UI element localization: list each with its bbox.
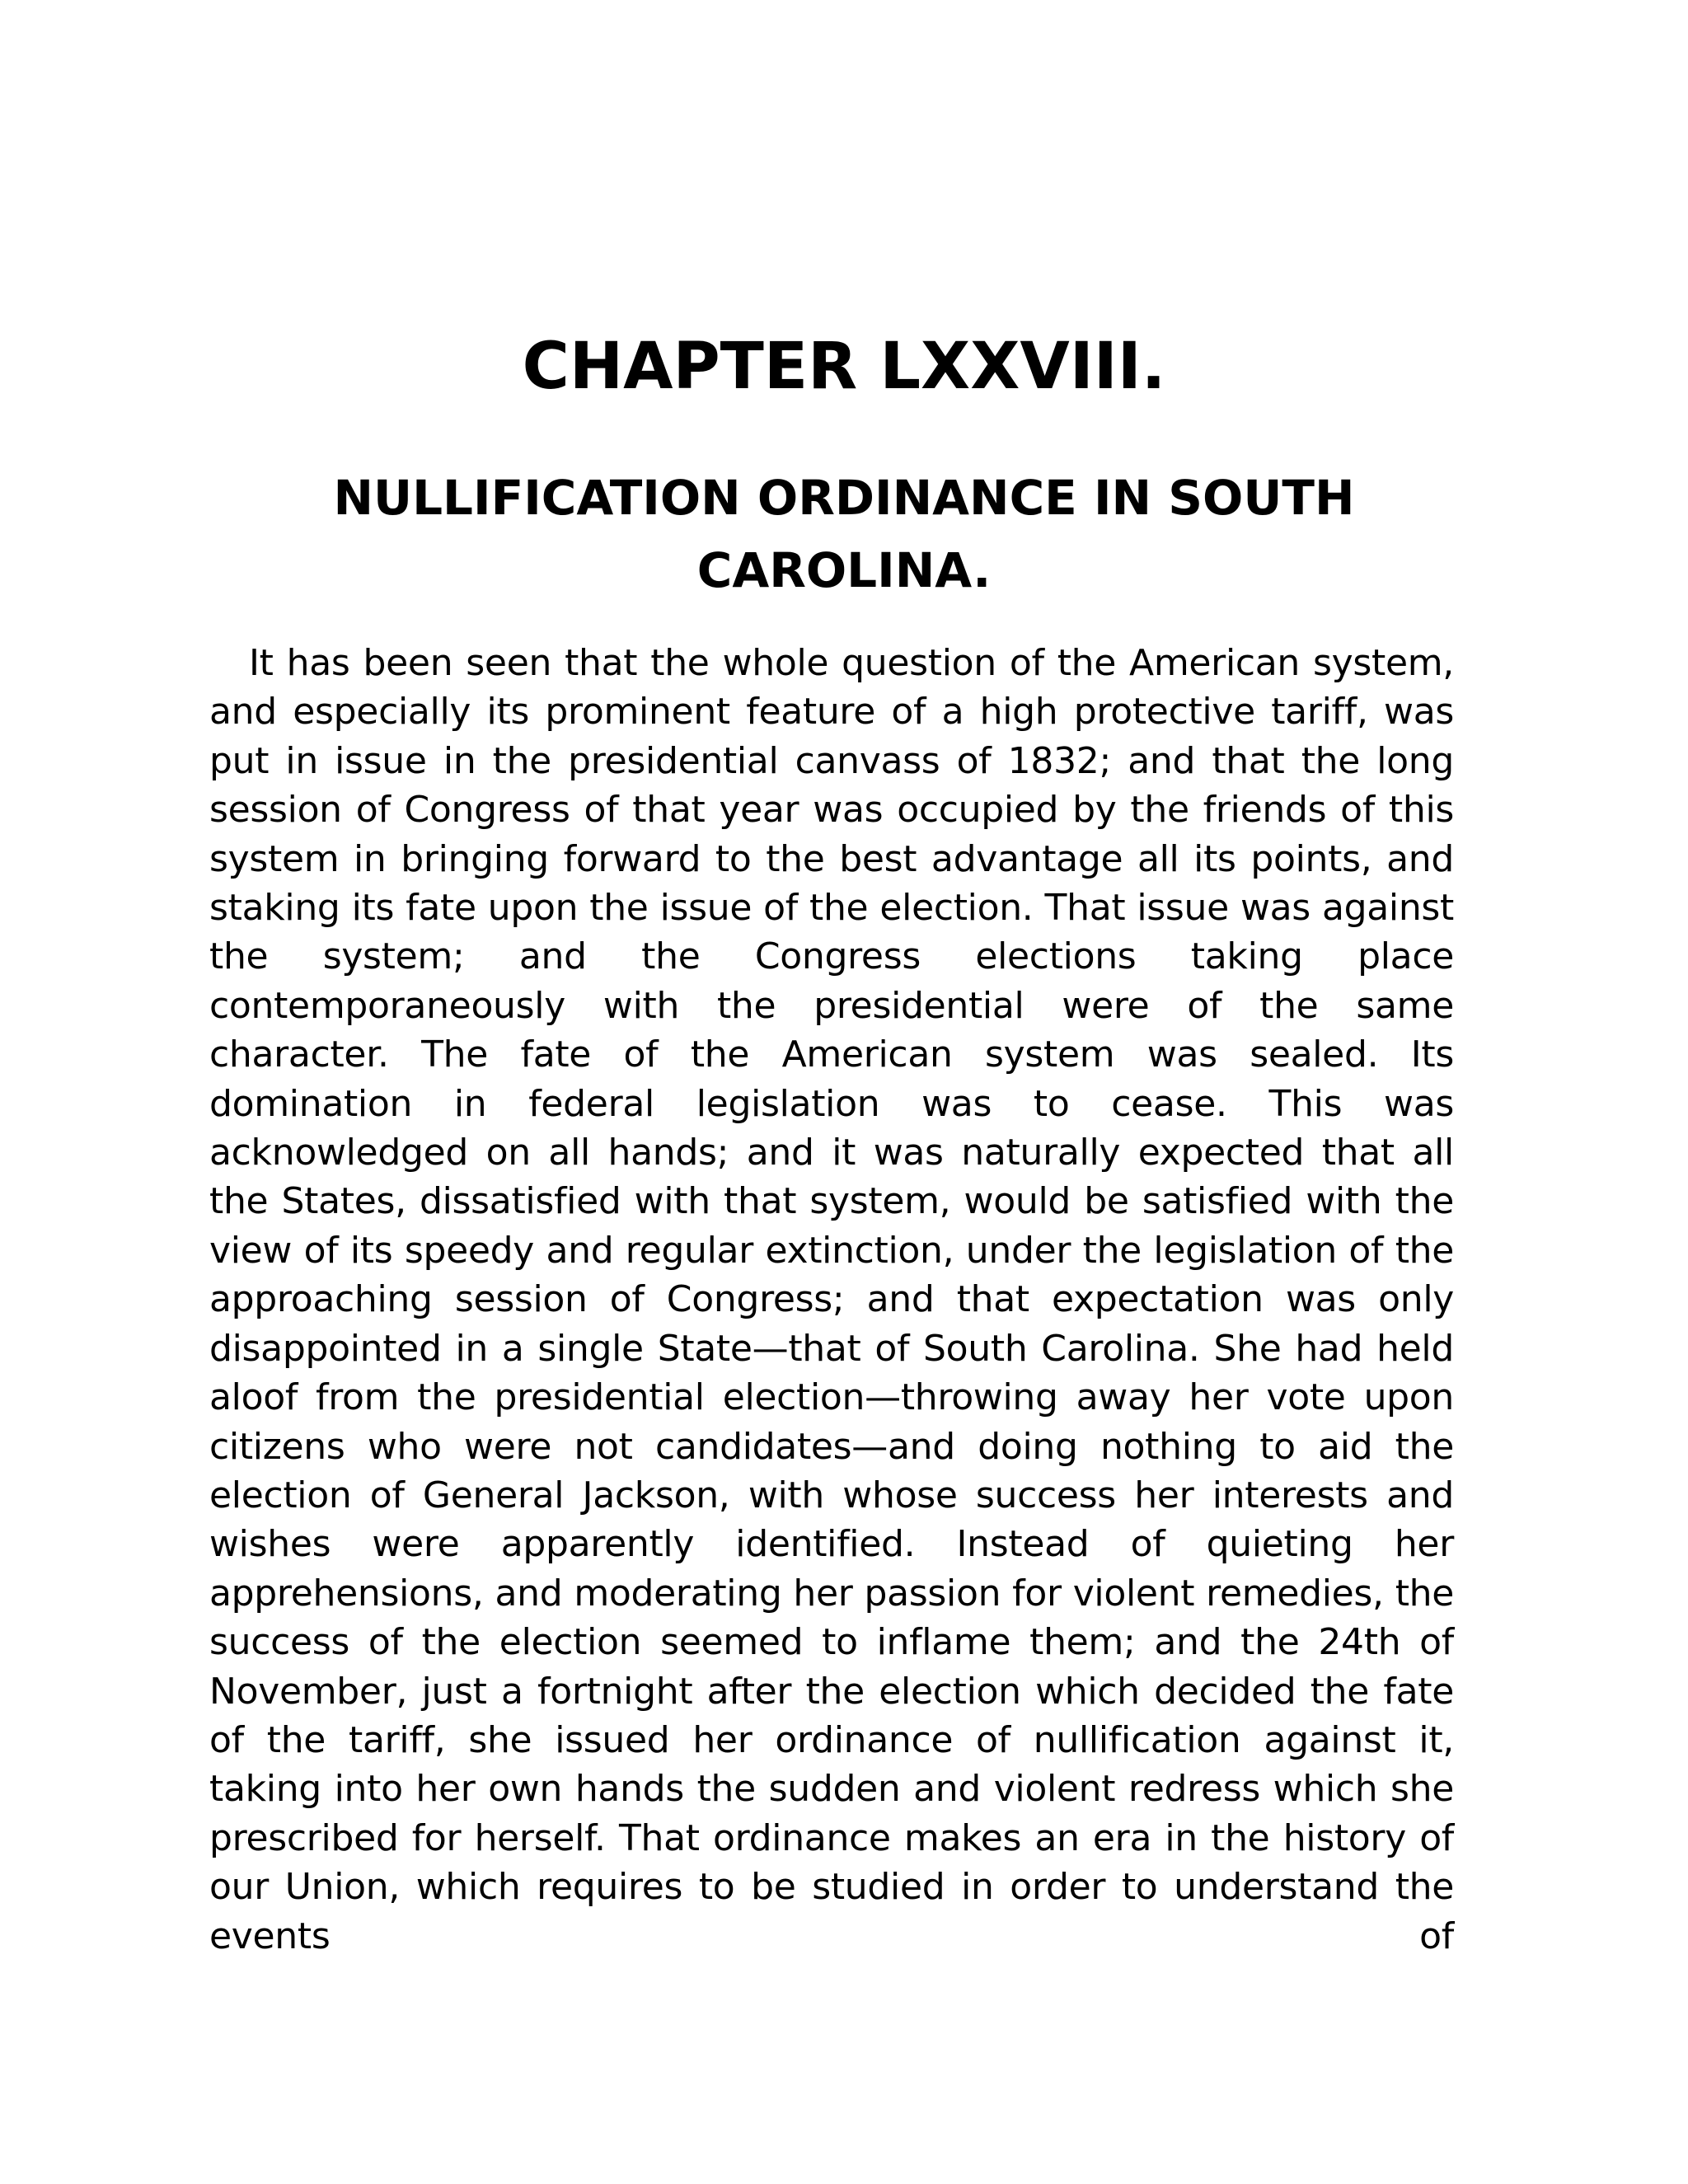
- chapter-subtitle: NULLIFICATION ORDINANCE IN SOUTH CAROLINA.: [333, 470, 1355, 598]
- chapter-title: CHAPTER LXXVIII.: [522, 330, 1166, 404]
- body-paragraph: It has been seen that the whole question of the American system, and especially its prominent feature of a high protective tariff, was put in issue in the presidential canvass of 1832; and that the long session of Congress of that year was occupied by the friends of this system in bringing forward to the best advantage all its points, and staking its fate upon the issue of the election. That issue was against the system; and the Congress elections taking place contemporaneously with the presidential were of the same character. The fate of the American system was sealed. Its domination in federal legislation was to cease. This was acknowledged on all hands; and it was naturally expected that all the States, dissatisfied with that system, would be satisfied with the view of its speedy and regular extinction, under the legislation of the approaching session of Congress; and that expectation was only disappointed in a single State—that of South Carolina. She had held aloof from the presidential election—throwing away her vote upon citizens who were not candidates—and doing nothing to aid the election of General Jackson, with whose success her interests and wishes were apparently identified. Instead of quieting her apprehensions, and moderating her passion for violent remedies, the success of the election seemed to inflame them; and the 24th of November, just a fortnight after the election which decided the fate of the tariff, she issued her ordinance of nullification against it, taking into her own hands the sudden and violent redress which she prescribed for herself. That ordinance makes an era in the history of our Union, which requires to be studied in order to understand the events of: [209, 642, 1454, 1957]
